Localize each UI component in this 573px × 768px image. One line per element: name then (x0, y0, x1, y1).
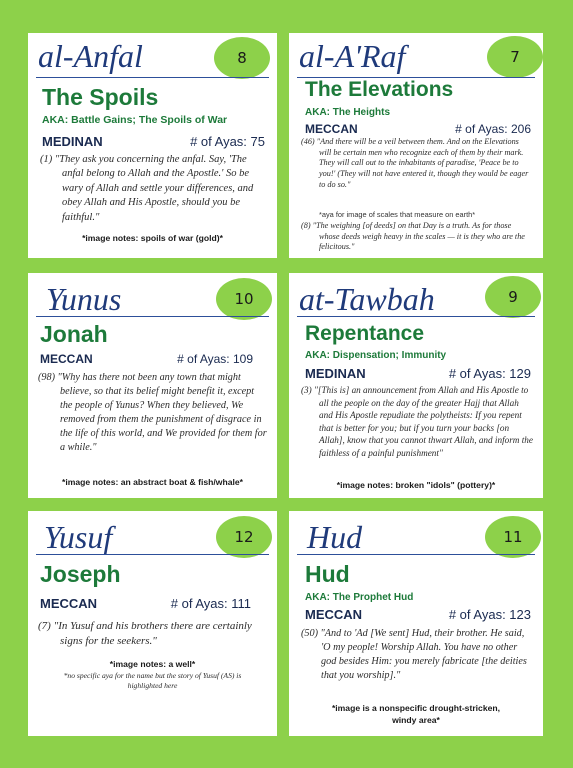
english-title: Hud (305, 561, 350, 587)
english-title: Joseph (40, 561, 121, 587)
verse-quote: (1) "They ask you concerning the anfal. Say, 'The anfal belong to Allah and the Apostle.' So be wary of Allah and settle your differences, and obey Allah and His Apostle, should you be faithful." (40, 154, 254, 223)
aya-image-note (301, 210, 533, 221)
surah-number-badge: 7 (487, 36, 543, 78)
meta-row (305, 121, 531, 137)
card-hud (289, 511, 543, 736)
surah-number-badge: 10 (216, 278, 272, 320)
transliteration-title: Yusuf (44, 519, 113, 555)
aka-line: AKA: Dispensation; Immunity (305, 350, 447, 361)
meta-row (40, 351, 265, 367)
surah-number-badge: 12 (216, 516, 272, 558)
verse-quote: (50) "And to 'Ad [We sent] Hud, their brother. He said, 'O my people! Worship Allah. You have no other god besides Him: you merely fabricate [the deities that you worship]." (301, 628, 527, 682)
card-yunus (28, 273, 277, 498)
meta-row (305, 606, 531, 622)
card-al-araf (289, 33, 543, 258)
revelation-place: MECCAN (40, 352, 93, 366)
english-title: Jonah (40, 321, 108, 347)
transliteration-title: Yunus (46, 281, 122, 317)
surah-number-badge: 9 (485, 276, 541, 318)
aya-count: # of Ayas: 129 (448, 365, 531, 381)
scales-note: *aya for image of scales that measure on earth* (319, 210, 476, 219)
verse-quote-46 (301, 137, 533, 190)
verse-quote: (98) "Why has there not been any town that might believe, so that its belief might benefit it, except the people of Yunus? When they believed, We removed from them the punishment of disgrace in the life of this world, and We provided for them for a while." (38, 372, 267, 454)
aka-line: AKA: The Heights (305, 107, 390, 118)
aya-count: # of Ayas: 206 (455, 122, 531, 136)
divider (36, 554, 269, 555)
revelation-place: MECCAN (305, 606, 363, 622)
aya-count: # of Ayas: 75 (190, 133, 265, 149)
revelation-place: MECCAN (40, 595, 98, 611)
image-subnote: *no specific aya for the name but the story of Yusuf (AS) is highlighted here (63, 671, 242, 690)
divider (36, 316, 269, 317)
revelation-place: MECCAN (305, 122, 358, 136)
verse-text: (46) "And there will be a veil between them. And on the Elevations will be certain men who recognize each of them by their mark. They will call out to the inhabitants of paradise, 'Peace be to you!' (They will not have entered it, though they would be eager to do so." (301, 137, 529, 189)
card-at-tawbah (289, 273, 543, 498)
transliteration-title: Hud (307, 519, 363, 555)
divider (297, 554, 535, 555)
aya-count: # of Ayas: 109 (177, 352, 253, 366)
image-note: *image notes: an abstract boat & fish/whale* (62, 477, 243, 487)
divider (297, 316, 535, 317)
meta-row (305, 365, 531, 381)
verse-quote: (7) "In Yusuf and his brothers there are certainly signs for the seekers." (38, 620, 252, 648)
image-note: *image notes: a well* (109, 659, 196, 669)
revelation-place: MEDINAN (42, 133, 103, 149)
surah-number-badge: 8 (214, 37, 270, 79)
meta-row (40, 595, 265, 611)
aya-count: # of Ayas: 123 (448, 606, 531, 622)
aya-count: # of Ayas: 111 (170, 595, 251, 611)
divider (36, 77, 269, 78)
revelation-place: MEDINAN (305, 365, 366, 381)
card-yusuf (28, 511, 277, 736)
image-note: *image is a nonspecific drought-stricken, windy area* (331, 703, 501, 725)
surah-number-badge: 11 (485, 516, 541, 558)
english-title: The Spoils (42, 84, 159, 110)
english-title: The Elevations (305, 78, 454, 101)
verse-quote-8: (8) "The weighing [of deeds] on that Day is a truth. As for those whose deeds weigh heavy in the scales — it is they who are the felicitous." (301, 221, 525, 252)
meta-row (42, 133, 265, 149)
image-note: *image notes: broken "idols" (pottery)* (336, 480, 496, 490)
transliteration-title: at-Tawbah (299, 281, 435, 317)
aka-line: AKA: The Prophet Hud (305, 592, 414, 603)
verse-quote: (3) "[This is] an announcement from Allah and His Apostle to all the people on the day of the greater Hajj that Allah and His Apostle repudiate the polytheists: If you repent that is better for you; but if you turn your backs [on Allah], know that you cannot thwart Allah, and inform the faithless of a painful punishment" (301, 385, 533, 458)
transliteration-title: al-A'Raf (299, 38, 406, 74)
card-al-anfal (28, 33, 277, 258)
image-note: *image notes: spoils of war (gold)* (82, 233, 223, 243)
aka-line: AKA: Battle Gains; The Spoils of War (42, 114, 228, 126)
transliteration-title: al-Anfal (38, 38, 143, 74)
english-title: Repentance (305, 322, 425, 345)
